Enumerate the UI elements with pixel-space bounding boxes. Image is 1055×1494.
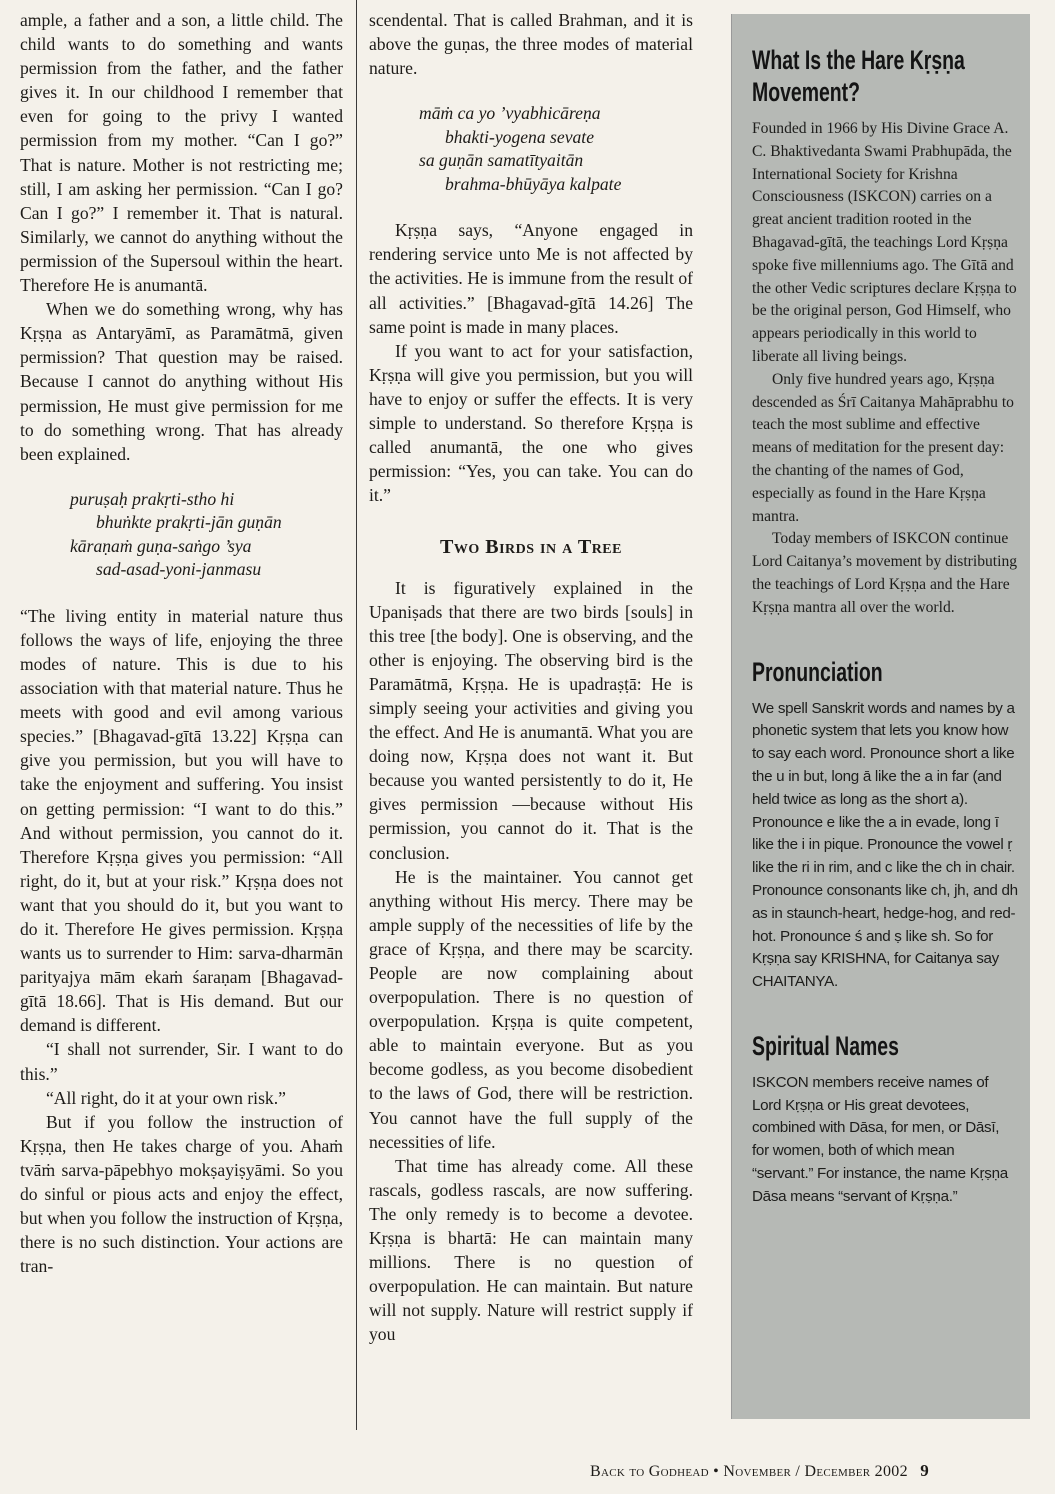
paragraph: Kṛṣṇa says, “Anyone engaged in rendering service unto Me is not affected by the activities. He is immune from the result of all activities.” [Bhagavad-gītā 14.26] The same point is made in many places. [369, 220, 693, 337]
paragraph: ample, a father and a son, a little child. The child wants to do something and wants permission from the father, and the father gives it. In our childhood I remember that even for going to the privy I wanted permission from my mother. “Can I go?” That is nature. Mother is not restricting me; still, I am asking her permission. “Can I go? Can I go?” I remember it. That is natural. Similarly, we cannot do anything without the permission of the Supersoul within the heart. Therefore He is anumantā. [20, 10, 343, 296]
sidebar-title-spiritual-names: Spiritual Names [752, 1030, 899, 1061]
paragraph: When we do something wrong, why has Kṛṣṇa as Antaryāmī, as Paramātmā, given permission? That question may be raised. Because I cannot do anything without His permission, He must give permission for me to do something wrong. That has already been explained. [20, 299, 343, 464]
sidebar-paragraph: We spell Sanskrit words and names by a phonetic system that lets you know how to say each word. Pronounce short a like the u in but, long ā like the a in far (and held twice as long as the short a). Pronounce e like the a in evade, long ī like the i in pique. Pronounce the vowel ṛ like the ri in rim, and c like the ch in chair. Pronounce consonants like ch, jh, and dh as in staunch-heart, hedge-hog, and red-hot. Pronounce ś and ṣ like sh. So for Kṛṣṇa say KRISHNA, for Caitanya say CHAITANYA. [752, 699, 1018, 991]
sidebar-paragraph: Founded in 1966 by His Divine Grace A. C. Bhaktivedanta Swami Prabhupāda, the International Society for Krishna Consciousness (ISKCON) carries on a great ancient tradition rooted in the Bhagavad-gītā, the teachings Lord Kṛṣṇa spoke five millenniums ago. The Gītā and the other Vedic scriptures declare Kṛṣṇa to be the original person, God Himself, who appears periodically in this world to liberate all living beings. [752, 120, 1017, 365]
info-sidebar [731, 14, 1030, 1419]
verse-line: māṁ ca yo ’vyabhicāreṇa [419, 103, 601, 124]
sidebar-section-spiritual-names [752, 1072, 1018, 1209]
paragraph: “I shall not surrender, Sir. I want to do this.” [20, 1039, 343, 1084]
verse-line: kāraṇaṁ guṇa-saṅgo ’sya [70, 535, 252, 556]
paragraph: “The living entity in material nature thus follows the ways of life, enjoying the three modes of nature. This is due to his association with that material nature. Thus he meets with good and evil among various species.” [Bhagavad-gītā 13.22] Kṛṣṇa can give you permission, but you will have to take the enjoyment and suffering. You insist on getting permission: “I want to do this.” And without permission, you cannot do it. Therefore Kṛṣṇa gives you permission: “All right, do it, but at your risk.” Kṛṣṇa does not want that you should do it, but you want to do it. Therefore He gives permission. Kṛṣṇa wants us to surrender to Him: sarva-dharmān parityajya mām ekaṁ śaraṇam [Bhagavad-gītā 18.66]. That is His demand. But our demand is different. [20, 605, 343, 1036]
paragraph: “All right, do it at your own risk.” [46, 1087, 286, 1108]
column-divider [356, 0, 357, 1430]
paragraph: That time has already come. All these rascals, godless rascals, are now suffering. The only remedy is to become a devotee. Kṛṣṇa is bhartā: He can maintain many millions. There is no question of overpopulation. He can maintain. But nature will not supply. Nature will restrict supply if you [369, 1155, 693, 1345]
sidebar-paragraph: Today members of ISKCON continue Lord Caitanya’s movement by distributing the teachings of Lord Kṛṣṇa and the Hare Kṛṣṇa mantra all over the world. [752, 530, 1018, 616]
page-number: 9 [920, 1461, 929, 1480]
paragraph: But if you follow the instruction of Kṛṣṇa, then He takes charge of you. Ahaṁ tvāṁ sarva-pāpebhyo mokṣayiṣyāmi. So you do sinful or pious acts and enjoy the effect, but when you follow the instruction of Kṛṣṇa, there is no such distinction. Your actions are tran- [20, 1111, 343, 1277]
sidebar-section-movement [752, 118, 1018, 620]
sanskrit-verse [70, 488, 343, 582]
verse-line: brahma-bhūyāya kalpate [445, 173, 622, 194]
section-heading: Two Birds in a Tree [440, 536, 622, 559]
paragraph: It is figuratively explained in the Upaniṣads that there are two birds [souls] in this tree [the body]. One is observing, and the other is enjoying. The observing bird is the Paramātmā, Kṛṣṇa. He is upadraṣṭā: He is simply seeing your activities and giving you the effect. And He is anumantā. What you are doing now, Kṛṣṇa does not want it. But because you wanted persistently to do it, He gives permission —because without His permission, you cannot do it. That is the conclusion. [369, 577, 693, 863]
paragraph: He is the maintainer. You cannot get anything without His mercy. There may be ample supply of the necessities of life by the grace of Kṛṣṇa, and there may be scarcity. People are now complaining about overpopulation. There is no question of overpopulation. Kṛṣṇa is quite competent, able to maintain everyone. But as you become godless, as you become disobedient to the laws of God, there will be restriction. You cannot have the full supply of the necessities of life. [369, 866, 693, 1152]
article-column-2 [369, 8, 693, 1347]
verse-line: puruṣaḥ prakṛti-stho hi [70, 488, 235, 509]
sidebar-title-movement: What Is the Hare Kṛṣṇa Movement? [752, 45, 965, 107]
verse-line: bhuṅkte prakṛti-jān guṇān [96, 512, 282, 533]
page-footer [590, 1461, 929, 1481]
verse-line: sa guṇān samatītyaitān [419, 150, 584, 171]
sidebar-paragraph: ISKCON members receive names of Lord Kṛṣṇa or His great devotees, combined with Dāsa, for men, or Dāsī, for women, both of which mean “servant.” For instance, the name Kṛṣṇa Dāsa means “servant of Kṛṣṇa.” [752, 1073, 1008, 1205]
verse-line: sad-asad-yoni-janmasu [96, 559, 262, 580]
footer-bullet: • [713, 1463, 720, 1480]
sanskrit-verse [419, 102, 693, 196]
magazine-name: Back to Godhead [590, 1463, 709, 1480]
sidebar-paragraph: Only five hundred years ago, Kṛṣṇa descended as Śrī Caitanya Mahāprabhu to teach the most sublime and effective means of meditation for the present day: the chanting of the names of God, especially as found in the Hare Kṛṣṇa mantra. [752, 370, 1014, 525]
paragraph: If you want to act for your satisfaction, Kṛṣṇa will give you permission, but you will have to enjoy or suffer the effects. It is very simple to understand. So therefore Kṛṣṇa is called anumantā, the one who gives permission: “Yes, you can take. You can do it.” [369, 340, 693, 506]
article-column-1 [20, 8, 343, 1278]
sidebar-section-pronunciation [752, 698, 1018, 994]
sidebar-title-pronunciation: Pronunciation [752, 656, 883, 687]
issue-date: November / December 2002 [723, 1463, 908, 1480]
verse-line: bhakti-yogena sevate [445, 126, 594, 147]
paragraph: scendental. That is called Brahman, and it is above the guṇas, the three modes of material nature. [369, 10, 693, 79]
